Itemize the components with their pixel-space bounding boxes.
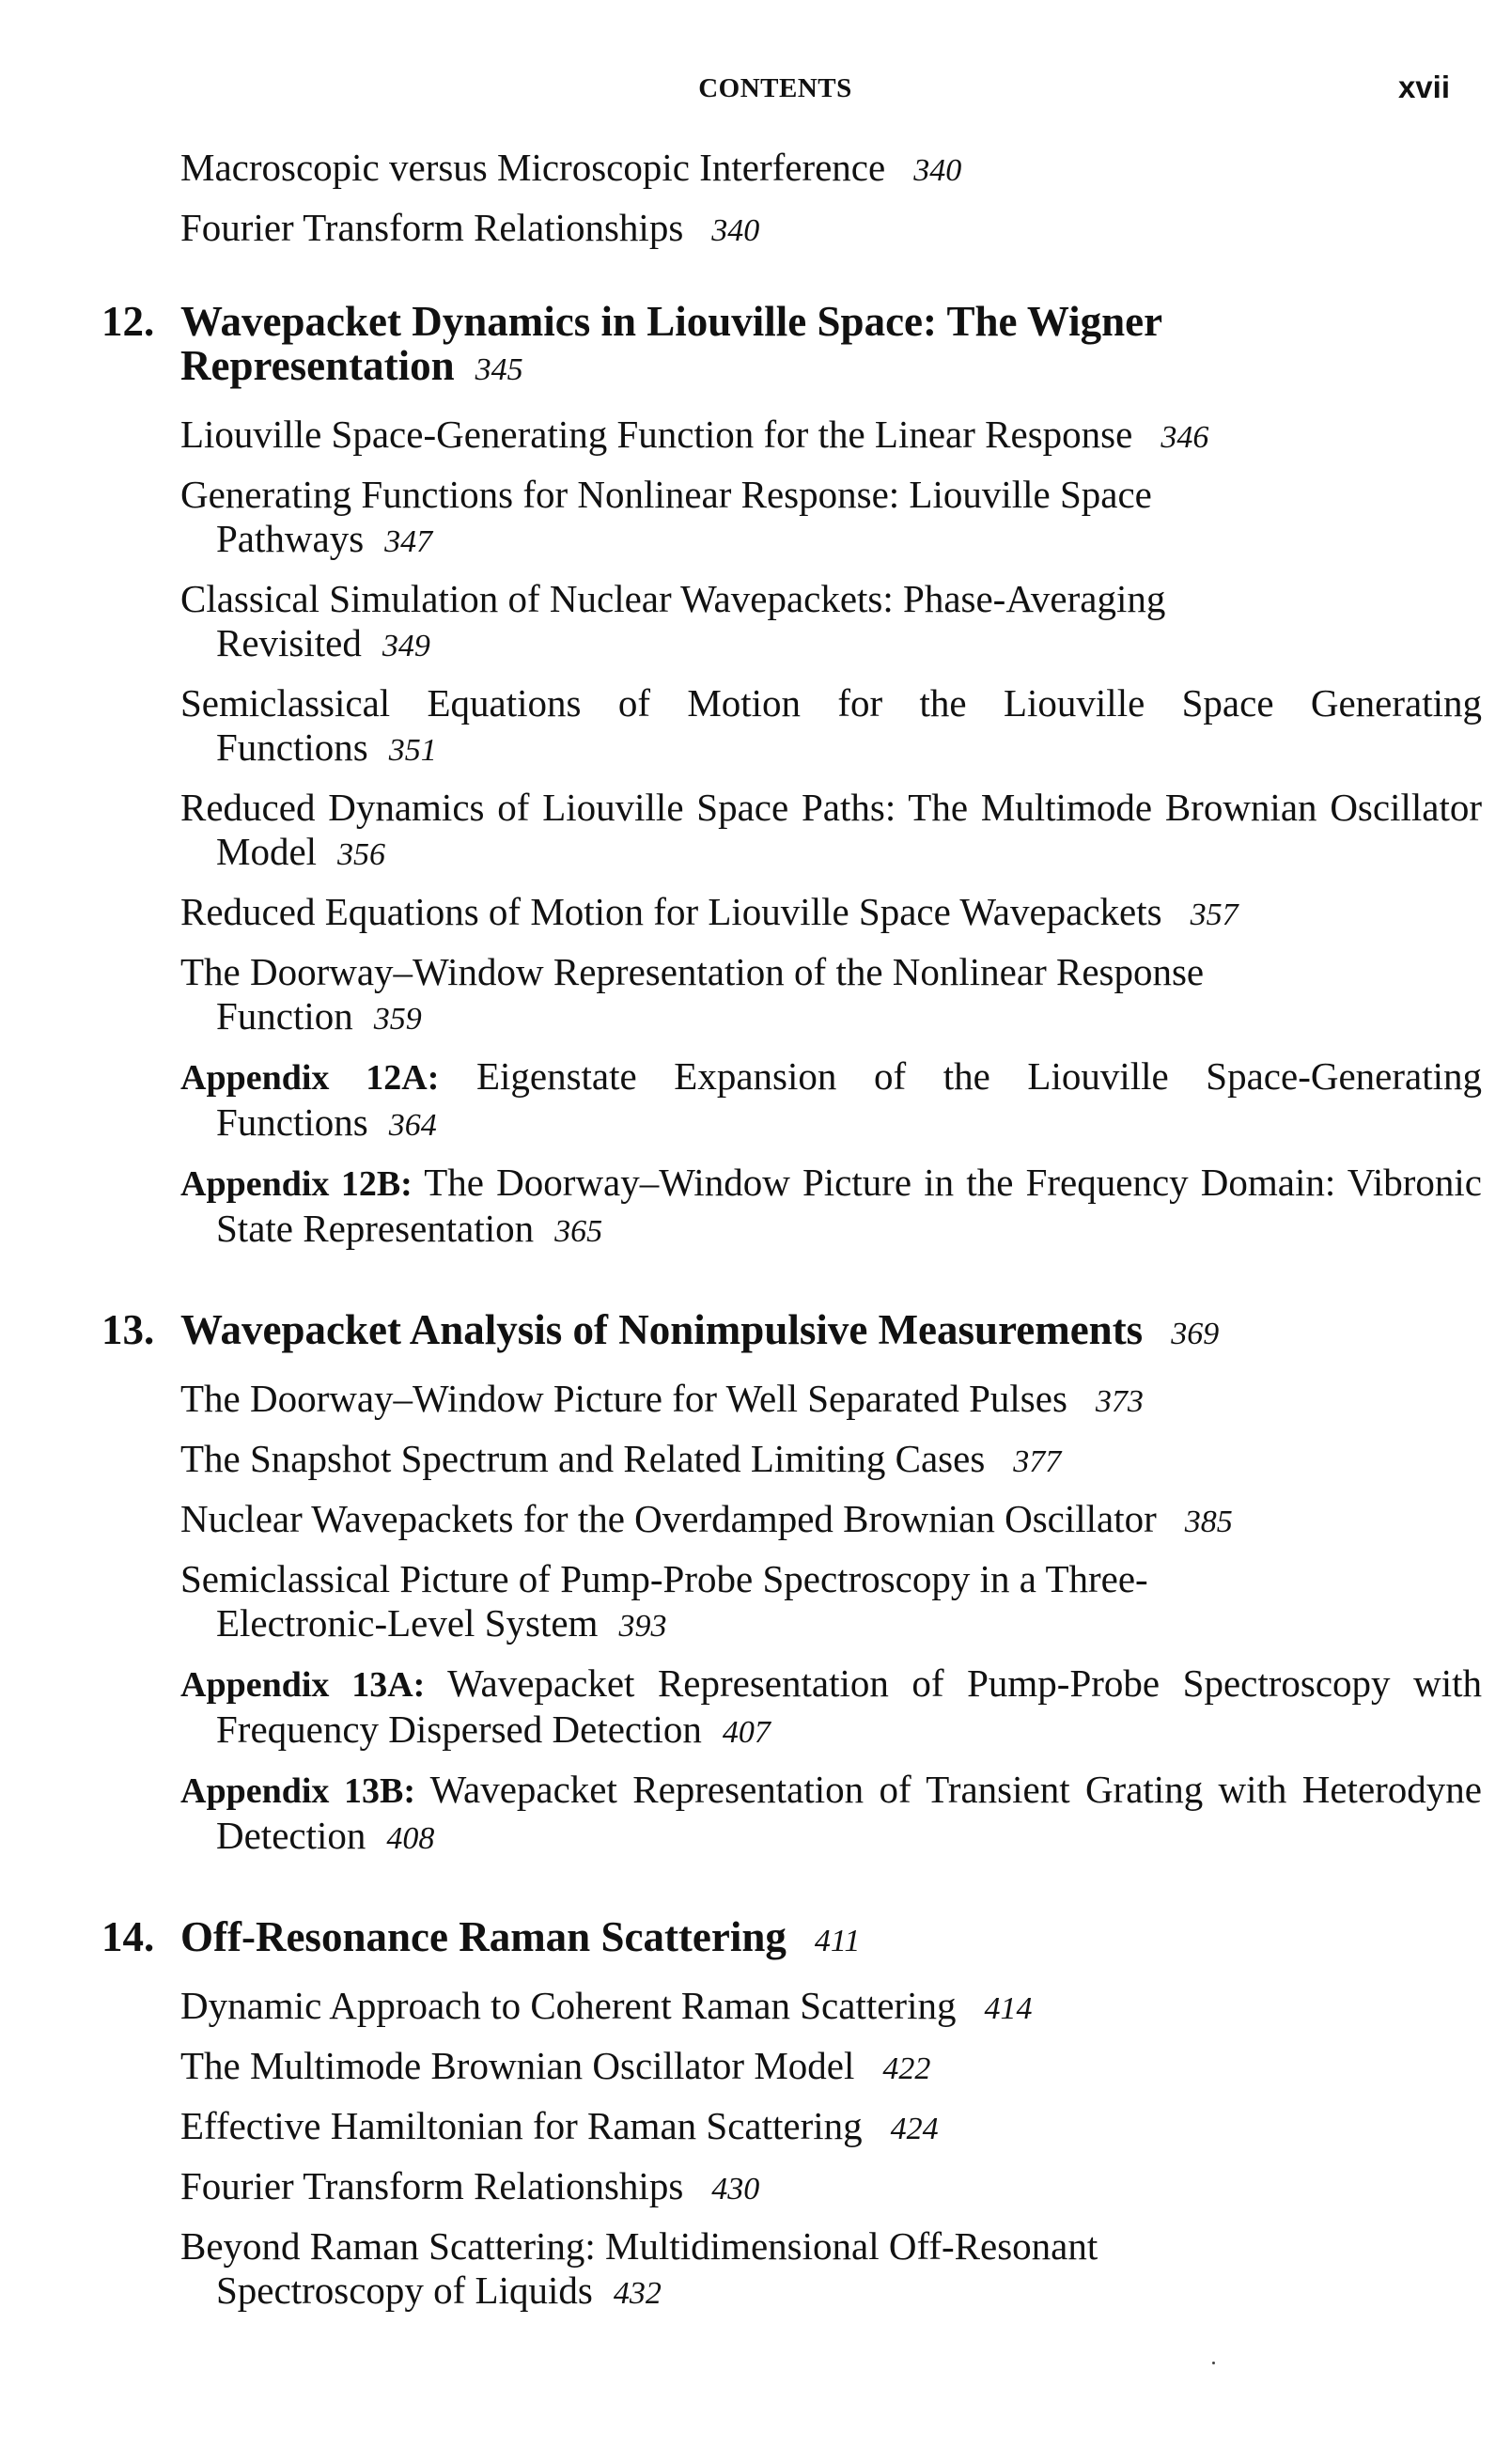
entry-page: 385 — [1184, 1505, 1233, 1539]
chapter-page: 345 — [475, 352, 523, 387]
entry-page: 424 — [890, 2112, 939, 2146]
toc-entry — [180, 890, 1482, 937]
entry-page: 393 — [618, 1609, 667, 1644]
chapter-14 — [0, 1915, 1511, 2316]
entry-title: The Doorway–Window Picture in the Frequency Domain: Vibronic State Representation — [216, 1161, 1482, 1250]
appendix-label: Appendix 12B: — [180, 1164, 413, 1204]
chapter-title: Wavepacket Dynamics in Liouville Space: The Wigner Representation — [180, 298, 1162, 389]
entry-title: The Doorway–Window Picture for Well Separated Pulses — [180, 1377, 1067, 1420]
entry-title: Wavepacket Representation of Transient Grating with Heterodyne Detection — [216, 1768, 1482, 1857]
entry-title: Nuclear Wavepackets for the Overdamped Brownian Oscillator — [180, 1497, 1157, 1540]
toc-entry — [180, 146, 1482, 193]
toc-entry — [180, 2044, 1482, 2091]
entry-page: 351 — [388, 733, 437, 768]
entry-page: 422 — [882, 2051, 931, 2086]
print-speck — [1212, 2362, 1215, 2364]
chapter-page: 411 — [814, 1924, 861, 1958]
toc-entry — [180, 950, 1391, 1041]
entry-page: 357 — [1190, 897, 1238, 932]
chapter-number: 14. — [101, 1913, 155, 1960]
chapter-title: Off-Resonance Raman Scattering — [180, 1913, 787, 1960]
entry-title: The Multimode Brownian Oscillator Model — [180, 2044, 855, 2087]
toc-entry — [180, 2104, 1482, 2151]
toc-entry — [180, 473, 1297, 564]
entry-title: Classical Simulation of Nuclear Wavepackets: Phase-Averaging Revisited — [180, 577, 1166, 664]
entry-page: 340 — [913, 153, 962, 188]
entry-title: The Doorway–Window Representation of the Nonlinear Response Function — [180, 950, 1205, 1037]
entry-page: 365 — [554, 1214, 603, 1249]
chapter-heading — [101, 1306, 1446, 1356]
chapter-number: 13. — [101, 1306, 155, 1353]
toc-entry — [180, 1437, 1482, 1484]
chapter-number: 12. — [101, 298, 155, 345]
entry-page: 377 — [1013, 1444, 1062, 1479]
entry-page: 408 — [386, 1821, 435, 1856]
toc-entry — [180, 1497, 1482, 1544]
entry-page: 340 — [711, 213, 760, 248]
entry-title: Reduced Dynamics of Liouville Space Paths: The Multimode Brownian Oscillator Model — [180, 786, 1482, 873]
entry-title: Wavepacket Representation of Pump-Probe Spectroscopy with Frequency Dispersed Detection — [216, 1661, 1482, 1751]
toc-entry — [180, 1377, 1482, 1424]
entry-title: Semiclassical Picture of Pump-Probe Spectroscopy in a Three-Electronic-Level System — [180, 1557, 1148, 1645]
entry-page: 430 — [711, 2172, 760, 2207]
toc-entry — [180, 1557, 1203, 1648]
running-title: CONTENTS — [698, 73, 852, 103]
entry-page: 347 — [384, 524, 433, 559]
entry-title: Beyond Raman Scattering: Multidimensional Off-Resonant Spectroscopy of Liquids — [180, 2224, 1098, 2312]
entry-title: The Snapshot Spectrum and Related Limiting Cases — [180, 1437, 986, 1480]
toc-entry — [180, 1768, 1482, 1861]
toc-entry — [180, 2224, 1231, 2316]
toc-entry — [180, 1161, 1482, 1254]
toc-entry — [180, 2164, 1482, 2211]
entry-title: Fourier Transform Relationships — [180, 206, 684, 249]
entry-page: 346 — [1161, 420, 1209, 455]
entry-page: 364 — [388, 1108, 437, 1143]
table-of-contents — [0, 146, 1511, 2329]
appendix-label: Appendix 12A: — [180, 1058, 440, 1098]
chapter-title: Wavepacket Analysis of Nonimpulsive Measurements — [180, 1306, 1144, 1353]
entry-title: Liouville Space-Generating Function for the Linear Response — [180, 413, 1133, 456]
toc-entry — [180, 206, 1482, 253]
appendix-label: Appendix 13A: — [180, 1665, 426, 1705]
entry-page: 359 — [373, 1002, 422, 1037]
appendix-label: Appendix 13B: — [180, 1771, 415, 1811]
entry-page: 407 — [722, 1715, 771, 1750]
entry-page: 349 — [382, 629, 430, 663]
entry-title: Fourier Transform Relationships — [180, 2164, 684, 2207]
toc-entry — [180, 681, 1482, 772]
toc-entry — [180, 786, 1482, 877]
toc-entry — [180, 1984, 1482, 2031]
toc-entry — [180, 577, 1297, 668]
entry-title: Generating Functions for Nonlinear Response: Liouville Space Pathways — [180, 473, 1152, 560]
entry-page: 373 — [1095, 1384, 1144, 1419]
chapter-page: 369 — [1171, 1317, 1220, 1351]
chapter-13 — [0, 1308, 1511, 1861]
entry-title: Reduced Equations of Motion for Liouville Space Wavepackets — [180, 890, 1162, 933]
entry-title: Semiclassical Equations of Motion for the Liouville Space Generating Functions — [180, 681, 1482, 769]
entry-title: Effective Hamiltonian for Raman Scattering — [180, 2104, 863, 2147]
entry-title: Macroscopic versus Microscopic Interference — [180, 146, 886, 189]
chapter-heading — [101, 1913, 1446, 1963]
toc-entry — [180, 1661, 1482, 1754]
entry-title: Eigenstate Expansion of the Liouville Space-Generating Functions — [216, 1054, 1482, 1144]
entry-page: 356 — [337, 837, 386, 872]
toc-entry — [180, 413, 1482, 460]
page-number: xvii — [1397, 70, 1450, 104]
entry-page: 432 — [613, 2276, 662, 2311]
chapter-12 — [0, 300, 1511, 1254]
entry-title: Dynamic Approach to Coherent Raman Scattering — [180, 1984, 957, 2027]
toc-entry — [180, 1054, 1482, 1147]
chapter-heading — [101, 298, 1214, 392]
running-head — [0, 66, 1511, 111]
entry-page: 414 — [984, 1991, 1033, 2026]
